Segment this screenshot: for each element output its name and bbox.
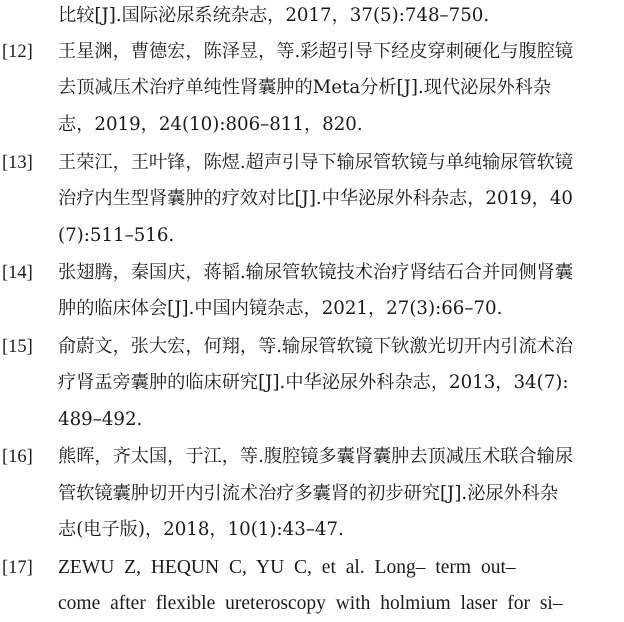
reference-text: (7):511–516. bbox=[58, 225, 175, 246]
reference-text: 比较[J].国际泌尿系统杂志，2017，37(5):748–750. bbox=[58, 5, 490, 26]
reference-text: 俞蔚文，张大宏，何翔，等.输尿管软镜下钬激光切开内引流术治 bbox=[58, 336, 574, 357]
reference-number: [16] bbox=[2, 447, 33, 467]
reference-text: 张翅腾，秦国庆，蒋韬.输尿管软镜技术治疗肾结石合并同侧肾囊 bbox=[58, 262, 574, 283]
reference-text: come after flexible ureteroscopy with holmium laser for si– bbox=[58, 593, 563, 614]
reference-text: 志(电子版)，2018，10(1):43–47. bbox=[58, 519, 344, 540]
reference-number: [12] bbox=[2, 42, 33, 62]
reference-text: 王星渊，曹德宏，陈泽昱，等.彩超引导下经皮穿刺硬化与腹腔镜 bbox=[58, 41, 574, 62]
reference-text: 疗肾盂旁囊肿的临床研究[J].中华泌尿外科杂志，2013，34(7): bbox=[58, 372, 569, 393]
reference-text: 志，2019，24(10):806–811，820. bbox=[58, 114, 363, 135]
reference-text: 489–492. bbox=[58, 409, 143, 430]
reference-text: 肿的临床体会[J].中国内镜杂志，2021，27(3):66–70. bbox=[58, 298, 503, 319]
reference-text: 去顶减压术治疗单纯性肾囊肿的Meta分析[J].现代泌尿外科杂 bbox=[58, 77, 552, 98]
reference-text: 王荣江，王叶锋，陈煜.超声引导下输尿管软镜与单纯输尿管软镜 bbox=[58, 152, 574, 173]
reference-text: 管软镜囊肿切开内引流术治疗多囊肾的初步研究[J].泌尿外科杂 bbox=[58, 483, 559, 504]
reference-text: 治疗内生型肾囊肿的疗效对比[J].中华泌尿外科杂志，2019，40 bbox=[58, 188, 574, 209]
reference-number: [14] bbox=[2, 263, 33, 283]
reference-number: [17] bbox=[2, 558, 33, 578]
reference-text: 熊晖，齐太国，于江，等.腹腔镜多囊肾囊肿去顶减压术联合输尿 bbox=[58, 446, 574, 467]
reference-number: [15] bbox=[2, 337, 33, 357]
reference-text: ZEWU Z, HEQUN C, YU C, et al. Long– term out– bbox=[58, 557, 516, 578]
reference-number: [13] bbox=[2, 153, 33, 173]
